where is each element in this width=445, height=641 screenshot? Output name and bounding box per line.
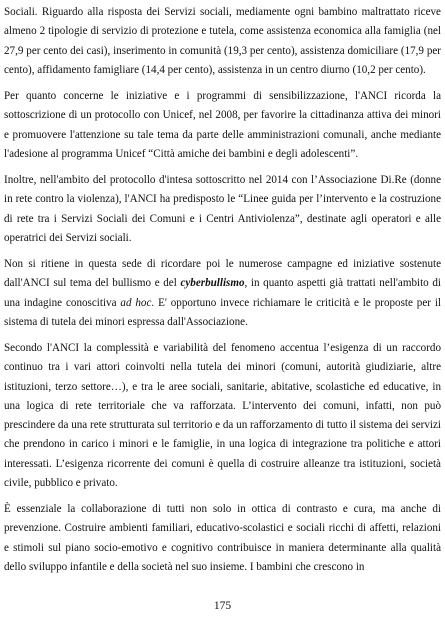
bold-italic-phrase: cyberbullismo xyxy=(180,277,245,290)
text-run: È essenziale la collaborazione di tutti non solo in ottica di contrasto e cura, ma anche di prevenzione. Costruire ambienti familiari, educativo-scolastici e sociali ricchi di affetti, relazioni e stimoli sul piano socio-emotivo e cognitivo contribuisce in maniera determinante alla qualità dello sviluppo infantile e della società nel suo insieme. I bambini che crescono in xyxy=(4,503,441,573)
paragraph xyxy=(4,500,441,577)
paragraph xyxy=(4,339,441,493)
paragraph xyxy=(4,3,441,80)
text-run: Sociali. Riguardo alla risposta dei Servizi sociali, mediamente ogni bambino maltrattato riceve almeno 2 tipologie di servizio di protezione e tutela, come assistenza economica alla famiglia (nel 27,9 per cento dei casi), inserimento in comunità (19,3 per cento), assistenza domiciliare (17,9 per cento), affidamento famigliare (14,4 per cento), assistenza in un centro diurno (10,2 per cento). xyxy=(4,6,441,76)
body-text xyxy=(4,3,441,577)
text-run: , in quanto aspetti già trattati nell'ambito di una indagine conoscitiva xyxy=(4,277,441,309)
text-run: Secondo l'ANCI la complessità e variabilità del fenomeno accentua l’esigenza di un raccordo continuo tra i vari attori coinvolti nella tutela dei minori (comuni, autorità giudiziarie, altre istituzioni, terzo settore…), e tra le aree sociali, sanitarie, abitative, scolastiche ed educative, in una logica di rete territoriale che va rafforzata. L’intervento dei comuni, infatti, non può prescindere da una rete strutturata sul territorio e da un rafforzamento di tutto il sistema dei servizi che prendono in carico i minori e le famiglie, in una logica di integrazione tra politiche e attori interessati. L’esigenza ricorrente dei comuni è quella di costruire alleanze tra istituzioni, società civile, pubblico e privato. xyxy=(4,342,441,489)
paragraph xyxy=(4,255,441,332)
paragraph xyxy=(4,87,441,164)
paragraph xyxy=(4,171,441,248)
page-number: 175 xyxy=(213,600,232,612)
italic-phrase: ad hoc xyxy=(120,296,152,309)
text-run: Per quanto concerne le iniziative e i programmi di sensibilizzazione, l'ANCI ricorda la sottoscrizione di un protocollo con Unicef, nel 2008, per favorire la cittadinanza attiva dei minori e promuovere l'attenzione su tale tema da parte delle amministrazioni comunali, anche mediante l'adesione al programma Unicef “Città amiche dei bambini e degli adolescenti”. xyxy=(4,90,441,160)
text-run: Non si ritiene in questa sede di ricordare poi le numerose campagne ed iniziative sostenute dall'ANCI sul tema del bullismo e del xyxy=(4,258,441,290)
text-run: . E' opportuno invece richiamare le criticità e le proposte per il sistema di tutela dei minori espressa dall'Associazione. xyxy=(4,296,442,328)
text-run: Inoltre, nell'ambito del protocollo d'intesa sottoscritto nel 2014 con l’Associazione Di.Re (donne in rete contro la violenza), l'ANCI ha predisposto le “Linee guida per l’intervento e la costruzione di rete tra i Servizi Sociali dei Comuni e i Centri Antiviolenza”, destinate agli operatori e alle operatrici dei Servizi sociali. xyxy=(4,174,441,244)
